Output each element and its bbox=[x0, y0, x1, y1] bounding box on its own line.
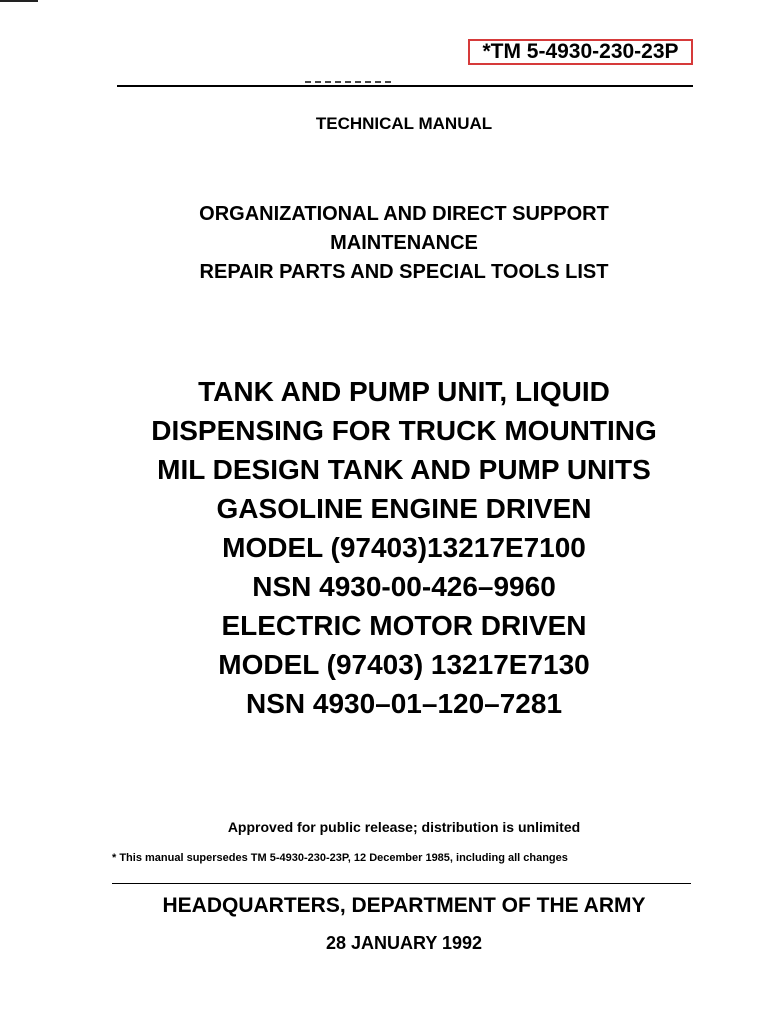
title-line: NSN 4930-00-426–9960 bbox=[252, 571, 556, 602]
bottom-divider bbox=[112, 883, 691, 884]
subtitle-line: REPAIR PARTS AND SPECIAL TOOLS LIST bbox=[199, 261, 609, 283]
tm-number-box: *TM 5-4930-230-23P bbox=[468, 39, 693, 65]
subtitle-line: MAINTENANCE bbox=[330, 232, 478, 254]
distribution-statement: Approved for public release; distribution is unlimited bbox=[227, 819, 581, 835]
subtitle-block bbox=[0, 200, 768, 287]
top-rule-smudge bbox=[305, 81, 395, 83]
title-line: TANK AND PUMP UNIT, LIQUID bbox=[198, 376, 610, 407]
main-title-block bbox=[0, 372, 768, 723]
title-line: MIL DESIGN TANK AND PUMP UNITS bbox=[157, 454, 651, 485]
title-line: DISPENSING FOR TRUCK MOUNTING bbox=[151, 415, 657, 446]
supersedes-note: * This manual supersedes TM 5-4930-230-23P, 12 December 1985, including all changes bbox=[112, 852, 568, 864]
publication-date: 28 JANUARY 1992 bbox=[325, 933, 483, 953]
title-line: GASOLINE ENGINE DRIVEN bbox=[216, 493, 592, 524]
issuing-authority: HEADQUARTERS, DEPARTMENT OF THE ARMY bbox=[162, 894, 646, 917]
scan-corner-mark bbox=[0, 0, 38, 2]
title-line: MODEL (97403) 13217E7130 bbox=[218, 649, 590, 680]
subtitle-line: ORGANIZATIONAL AND DIRECT SUPPORT bbox=[199, 203, 609, 225]
document-type: TECHNICAL MANUAL bbox=[315, 114, 493, 133]
title-line: ELECTRIC MOTOR DRIVEN bbox=[221, 610, 587, 641]
title-line: NSN 4930–01–120–7281 bbox=[245, 688, 563, 719]
top-divider bbox=[117, 85, 693, 87]
title-line: MODEL (97403)13217E7100 bbox=[222, 532, 586, 563]
